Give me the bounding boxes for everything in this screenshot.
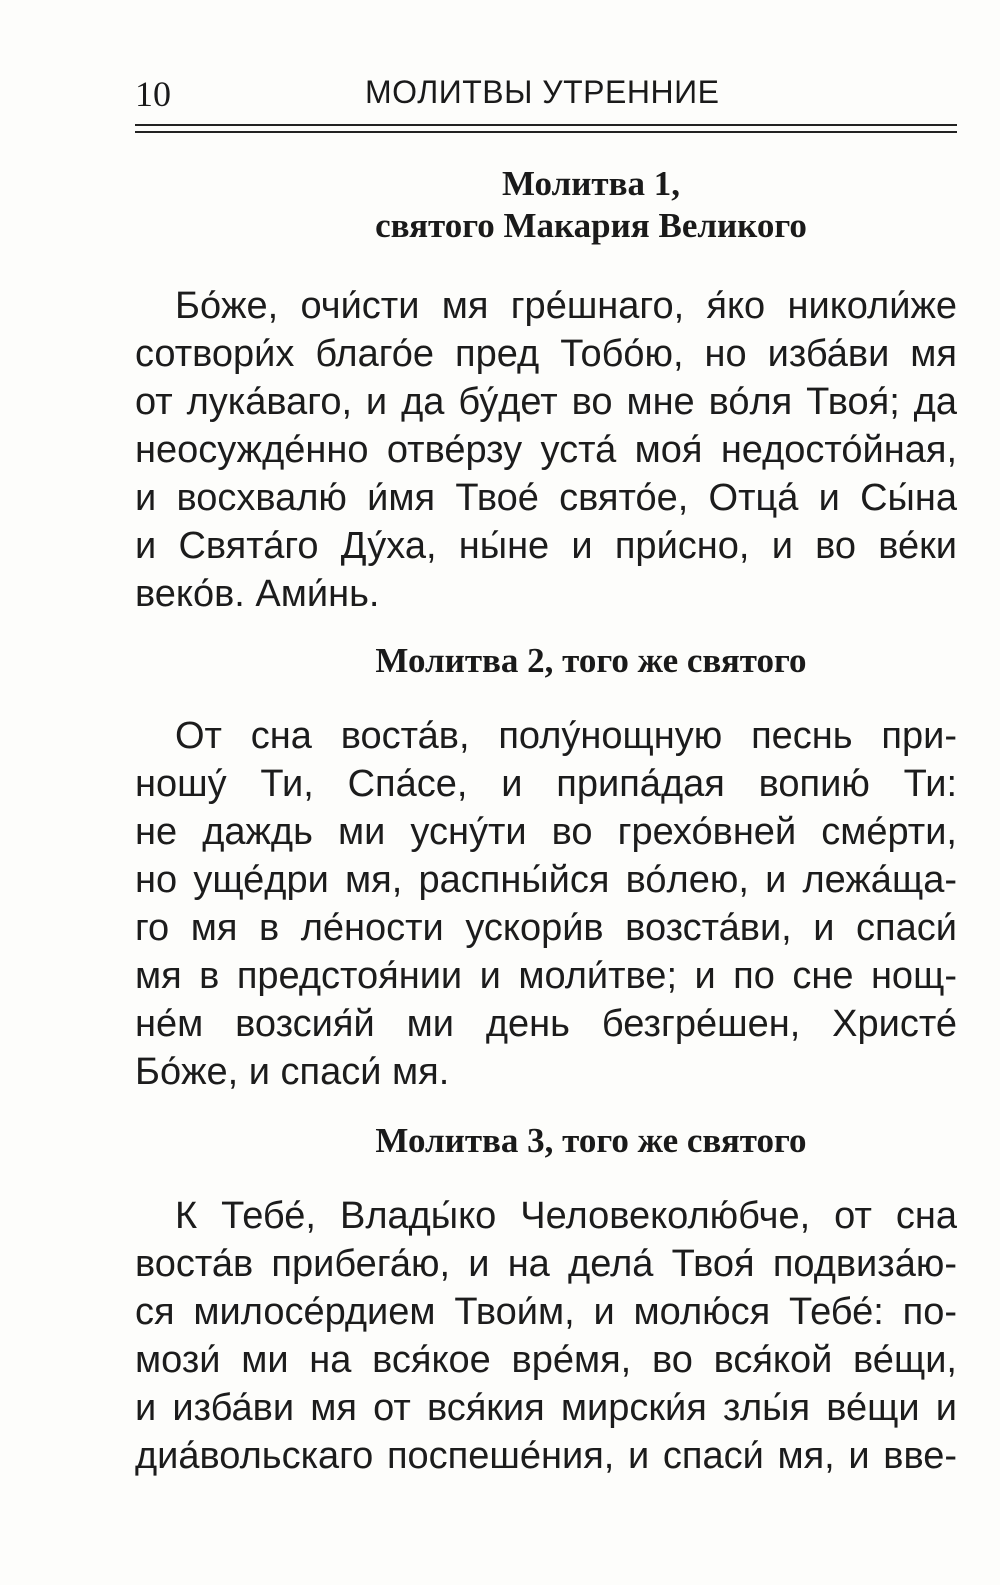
heading-line: святого Макария Великого <box>375 206 807 245</box>
text-line: мя в предстоя́нии и моли́тве; и по сне нощ- <box>135 955 957 997</box>
prayer-3 <box>135 1120 957 1480</box>
text-line: сотвори́х благо́е пред Тобо́ю, но изба́ви мя <box>135 333 957 375</box>
text-line: воста́в прибега́ю, и на дела́ Твоя́ подвиза́ю- <box>135 1243 957 1285</box>
text-line: Бо́же, очи́сти мя гре́шнаго, я́ко николи́же <box>175 285 957 327</box>
text-line: но уще́дри мя, распны́йся во́лею, и лежа́ща- <box>135 859 957 901</box>
prayer-2 <box>135 640 957 1096</box>
prayer-1 <box>135 163 957 618</box>
prayer-text <box>135 282 957 618</box>
text-line: и восхвалю́ и́мя Твое́ свято́е, Отца́ и Сы́на <box>135 477 957 519</box>
prayer-heading <box>135 640 957 682</box>
text-line: мози́ ми на вся́кое вре́мя, во вся́кой ве́щи, <box>135 1339 957 1381</box>
prayer-text <box>135 712 957 1096</box>
text-line: К Тебе́, Влады́ко Человеколю́бче, от сна <box>175 1195 957 1237</box>
prayer-text <box>135 1192 957 1480</box>
heading-line: Молитва 1, <box>501 164 680 203</box>
text-line: От сна воста́в, полу́нощную песнь при- <box>175 715 957 757</box>
text-line: веко́в. Ами́нь. <box>135 573 380 615</box>
text-line: го мя в ле́ности ускори́в возста́ви, и спаси́ <box>135 907 957 949</box>
text-line: ся милосе́рдием Твои́м, и молю́ся Тебе́: по- <box>135 1291 957 1333</box>
text-line: не́м возсия́й ми день безгре́шен, Христе́ <box>135 1003 957 1045</box>
heading-line: Молитва 3, того же святого <box>375 1121 807 1160</box>
text-line: от лука́ваго, и да бу́дет во мне во́ля Твоя́; да <box>135 381 957 423</box>
prayer-heading <box>135 1120 957 1162</box>
header-rule-thin <box>135 131 957 133</box>
text-line: неосужде́нно отве́рзу уста́ моя́ недосто́йная, <box>135 429 957 471</box>
running-head <box>135 70 957 120</box>
page-number: 10 <box>135 74 171 114</box>
text-line: и Свята́го Ду́ха, ны́не и при́сно, и во ве́ки <box>135 525 957 567</box>
prayer-heading <box>135 163 957 247</box>
header-rule-thick <box>135 124 957 126</box>
running-title: МОЛИТВЫ УТРЕННИЕ <box>365 74 720 110</box>
text-line: и изба́ви мя от вся́кия мирски́я злы́я ве́щи и <box>135 1387 957 1429</box>
text-line: ношу́ Ти, Спа́се, и припа́дая вопию́ Ти: <box>135 763 957 805</box>
heading-line: Молитва 2, того же святого <box>375 641 807 680</box>
text-line: диа́вольскаго поспеше́ния, и спаси́ мя, и вве- <box>135 1435 957 1477</box>
text-line: не даждь ми усну́ти во грехо́вней сме́рти, <box>135 811 957 853</box>
text-line: Бо́же, и спаси́ мя. <box>135 1051 450 1093</box>
